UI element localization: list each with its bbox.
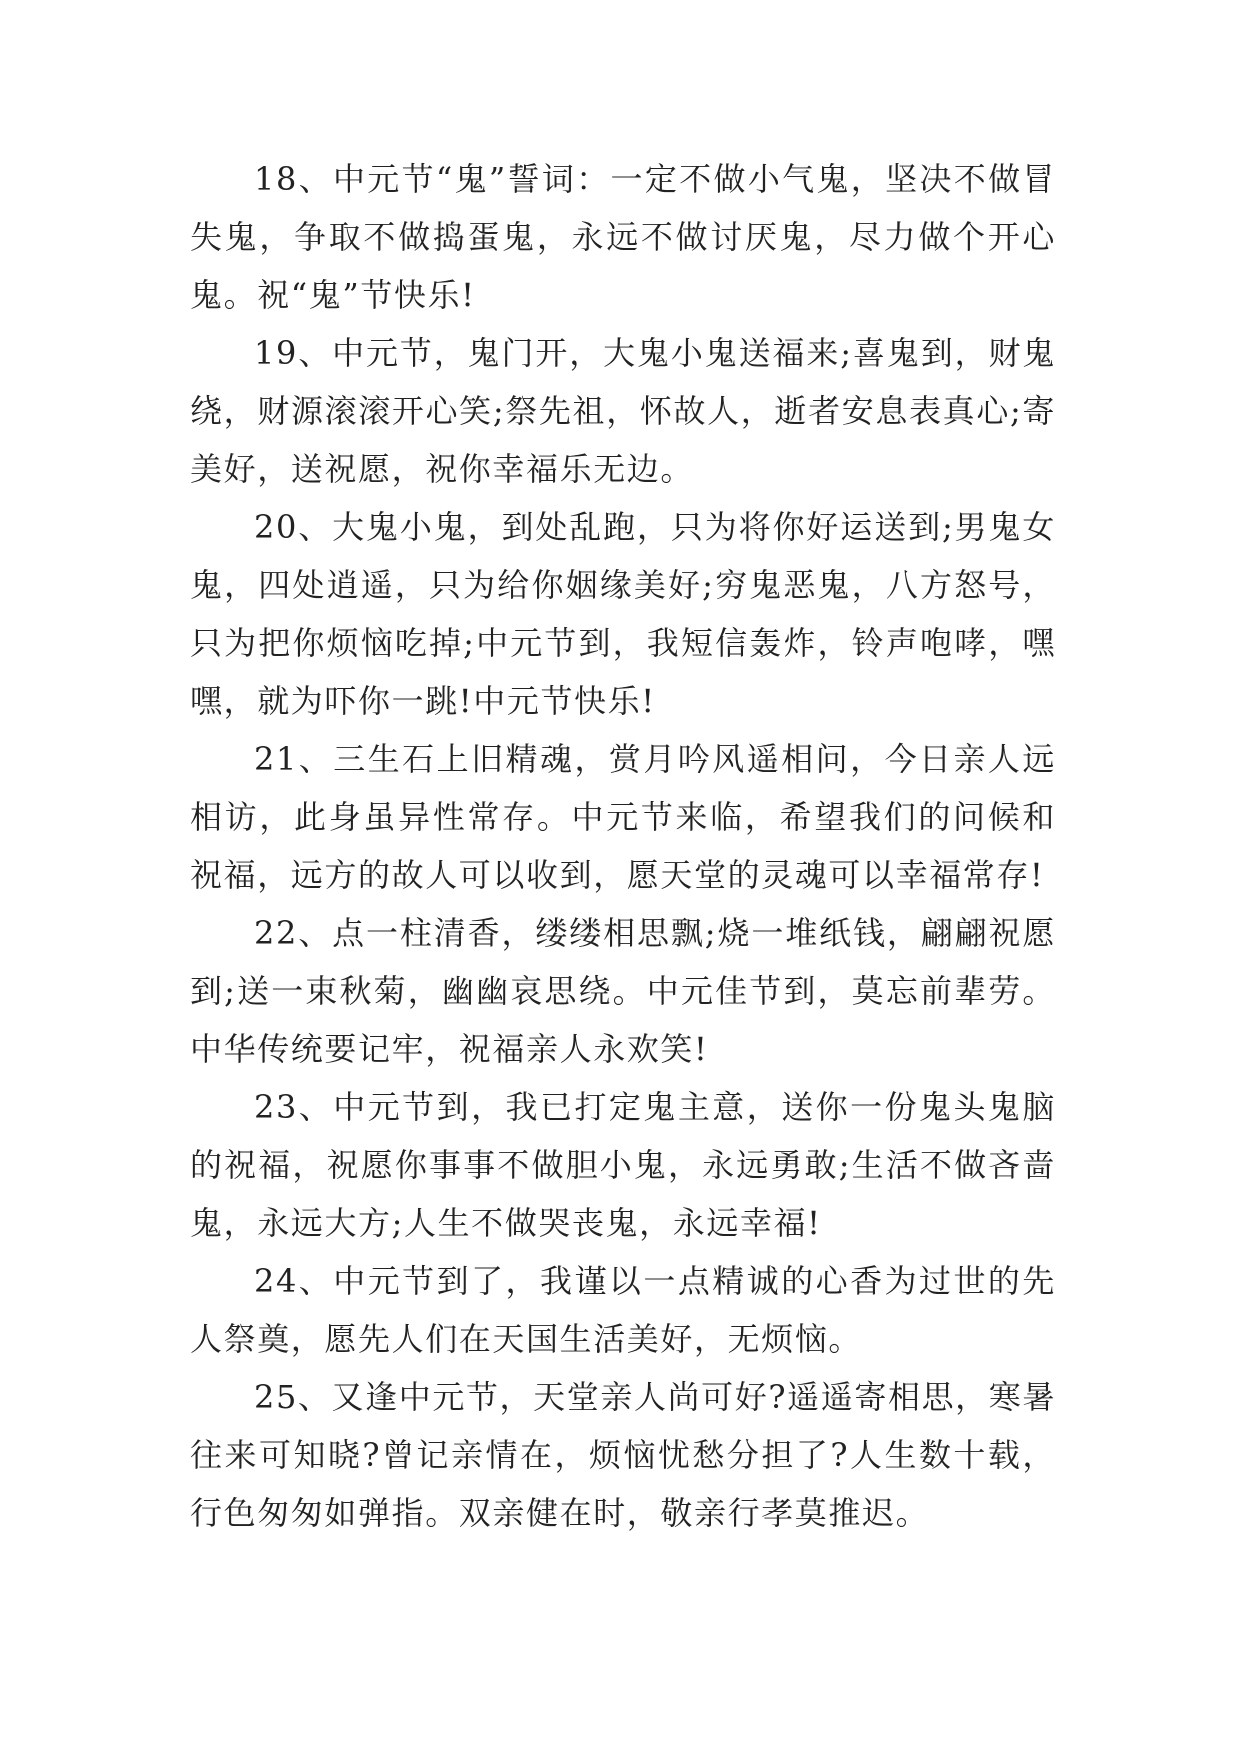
paragraph-19: 19、中元节，鬼门开，大鬼小鬼送福来;喜鬼到，财鬼绕，财源滚滚开心笑;祭先祖，怀故人，逝者安息表真心;寄美好，送祝愿，祝你幸福乐无边。 xyxy=(190,334,1056,488)
paragraph-22: 22、点一柱清香，缕缕相思飘;烧一堆纸钱，翩翩祝愿到;送一束秋菊，幽幽哀思绕。中元佳节到，莫忘前辈劳。中华传统要记牢，祝福亲人永欢笑! xyxy=(190,914,1056,1068)
document-body xyxy=(190,150,1056,1542)
paragraph-18: 18、中元节“鬼”誓词：一定不做小气鬼，坚决不做冒失鬼，争取不做捣蛋鬼，永远不做讨厌鬼，尽力做个开心鬼。祝“鬼”节快乐! xyxy=(190,160,1056,314)
paragraph-25: 25、又逢中元节，天堂亲人尚可好?遥遥寄相思，寒暑往来可知晓?曾记亲情在，烦恼忧愁分担了?人生数十载，行色匆匆如弹指。双亲健在时，敬亲行孝莫推迟。 xyxy=(190,1378,1056,1532)
paragraph-20: 20、大鬼小鬼，到处乱跑，只为将你好运送到;男鬼女鬼，四处逍遥，只为给你姻缘美好;穷鬼恶鬼，八方怒号，只为把你烦恼吃掉;中元节到，我短信轰炸，铃声咆哮，嘿嘿，就为吓你一跳!中元节快乐! xyxy=(190,508,1056,720)
paragraph-21: 21、三生石上旧精魂，赏月吟风遥相问，今日亲人远相访，此身虽异性常存。中元节来临，希望我们的问候和祝福，远方的故人可以收到，愿天堂的灵魂可以幸福常存! xyxy=(190,740,1056,894)
paragraph-24: 24、中元节到了，我谨以一点精诚的心香为过世的先人祭奠，愿先人们在天国生活美好，无烦恼。 xyxy=(190,1262,1056,1358)
paragraph-23: 23、中元节到，我已打定鬼主意，送你一份鬼头鬼脑的祝福，祝愿你事事不做胆小鬼，永远勇敢;生活不做吝啬鬼，永远大方;人生不做哭丧鬼，永远幸福! xyxy=(190,1088,1056,1242)
